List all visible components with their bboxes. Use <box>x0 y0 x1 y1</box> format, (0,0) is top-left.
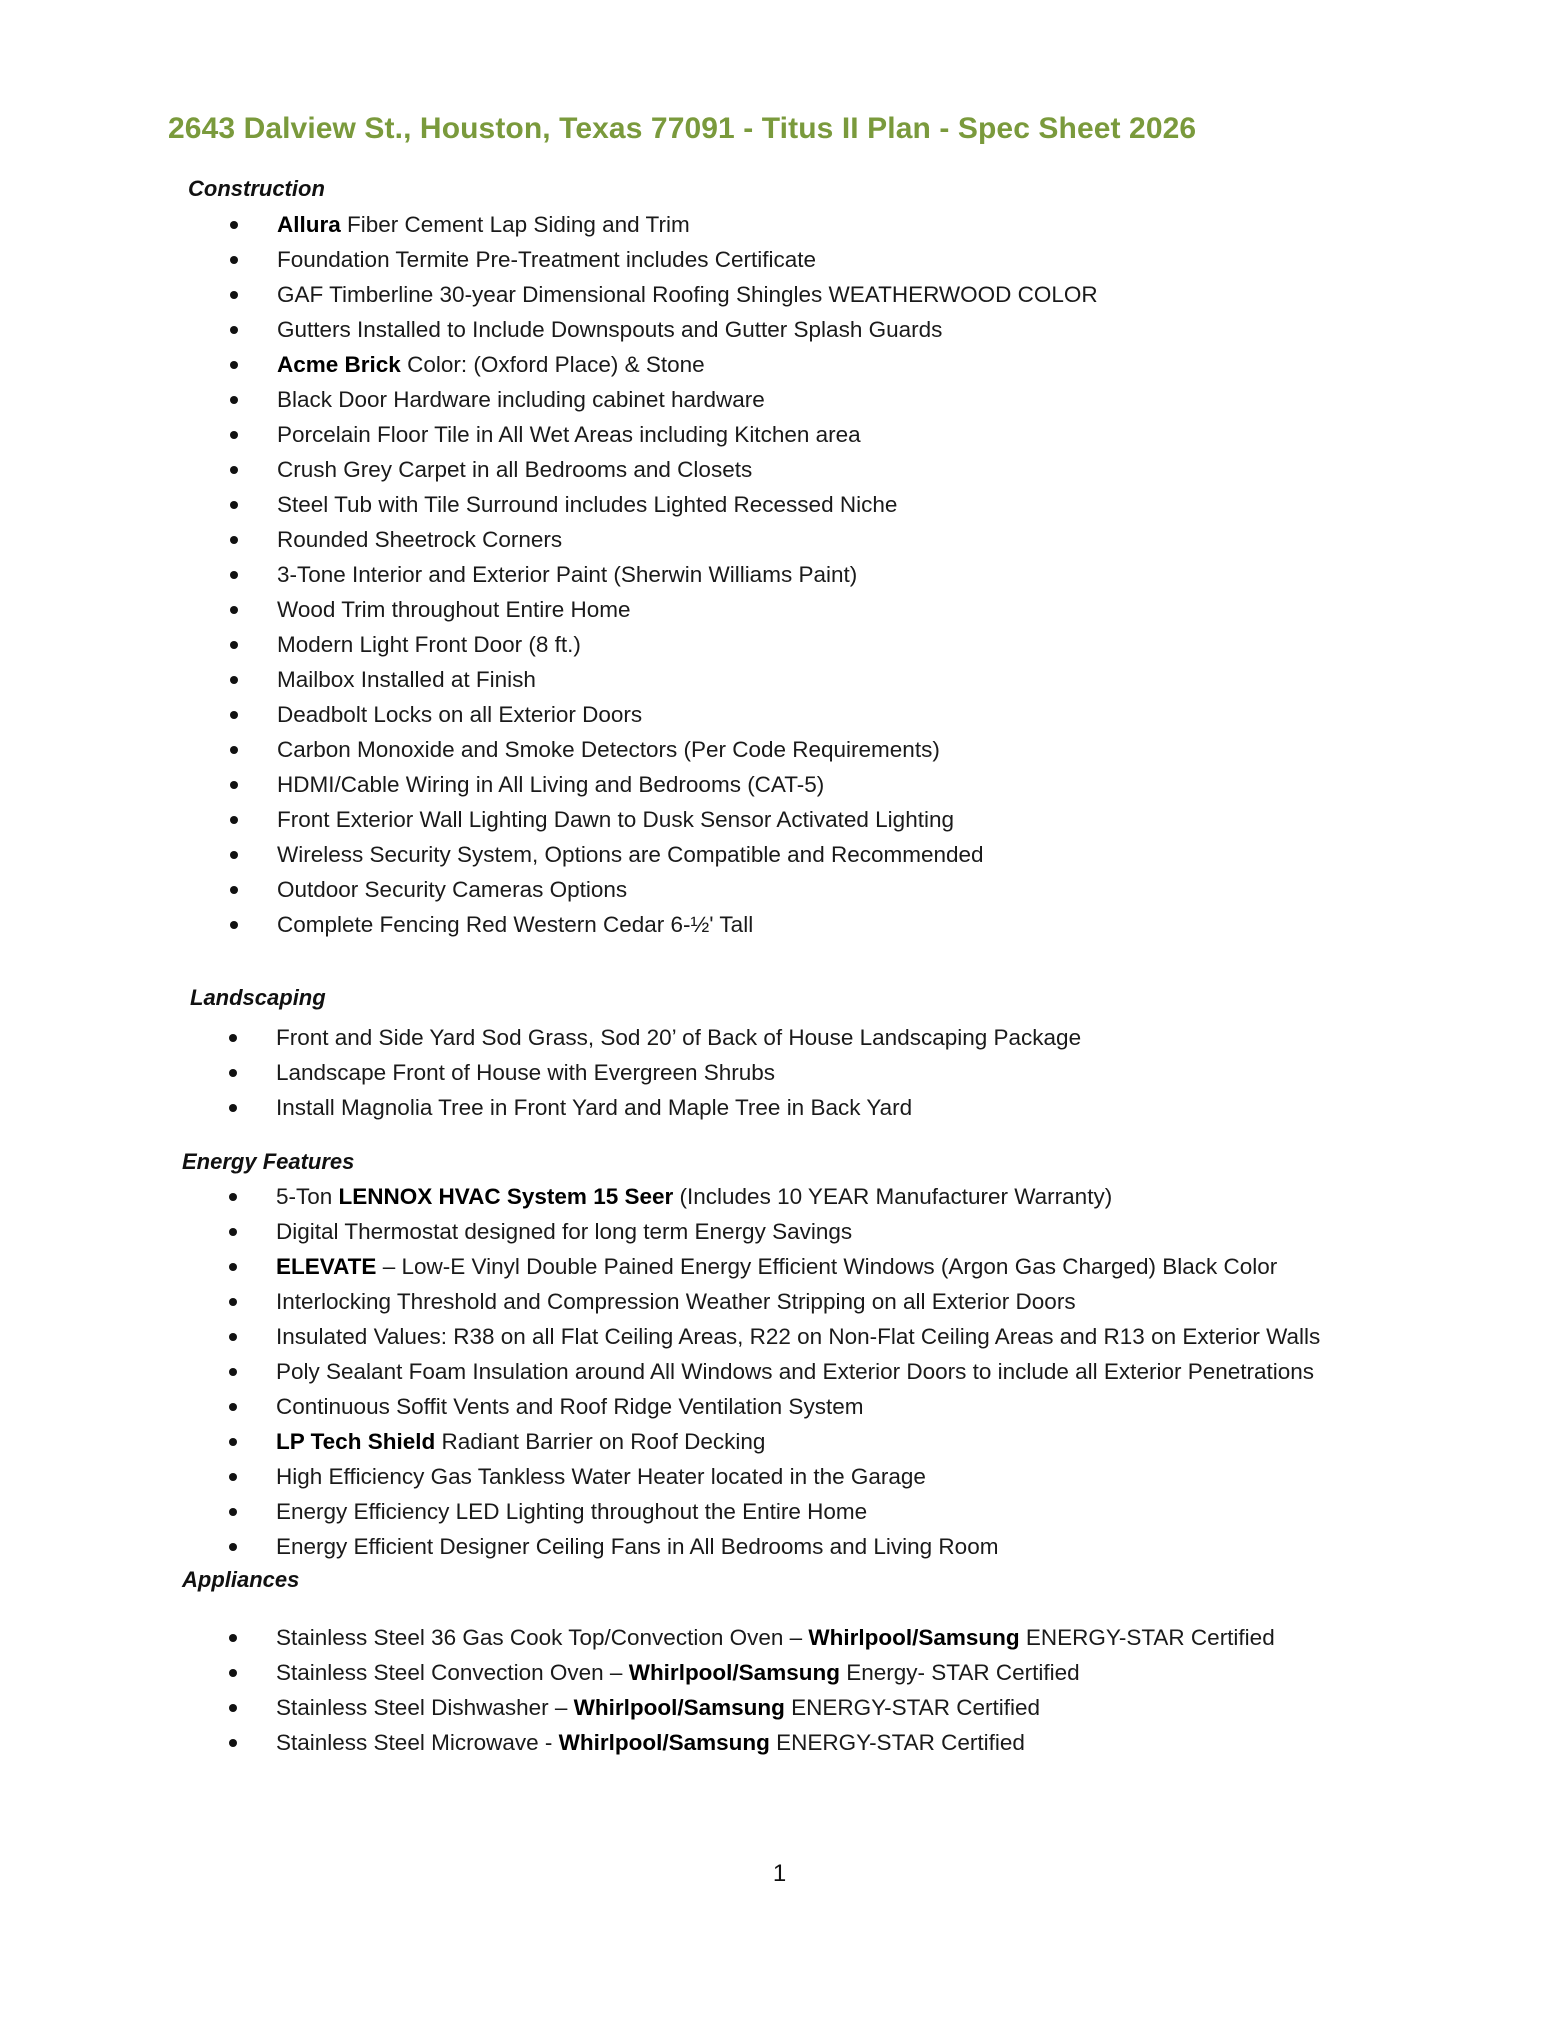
list-item-text: ENERGY-STAR Certified <box>769 1730 1025 1755</box>
list-item-text: Stainless Steel 36 Gas Cook Top/Convection Oven – <box>276 1625 809 1650</box>
bullet-icon <box>229 1263 237 1271</box>
list-item <box>230 382 1098 417</box>
list-item <box>230 312 1098 347</box>
list-item-text: HDMI/Cable Wiring in All Living and Bedrooms (CAT-5) <box>277 772 825 797</box>
list-item <box>229 1690 1275 1725</box>
list-item-text: Steel Tub with Tile Surround includes Lighted Recessed Niche <box>277 492 898 517</box>
list-item-text: Deadbolt Locks on all Exterior Doors <box>277 702 643 727</box>
list-item <box>230 557 1098 592</box>
list-item <box>229 1424 1320 1459</box>
list-item-text: Foundation Termite Pre-Treatment includes Certificate <box>277 247 816 272</box>
bullet-icon <box>229 1704 237 1712</box>
list-item <box>229 1620 1275 1655</box>
section-heading-construction: Construction <box>188 176 325 201</box>
list-item <box>229 1090 1081 1125</box>
list-item-text: Fiber Cement Lap Siding and Trim <box>340 212 690 237</box>
bullet-icon <box>229 1333 237 1341</box>
bullet-icon <box>230 886 238 894</box>
list-item-text: Front Exterior Wall Lighting Dawn to Dusk Sensor Activated Lighting <box>277 807 954 832</box>
list-item-text: Wood Trim throughout Entire Home <box>277 597 631 622</box>
list-item-text: Energy Efficient Designer Ceiling Fans in All Bedrooms and Living Room <box>276 1534 999 1559</box>
list-item <box>230 207 1098 242</box>
list-item-text: Stainless Steel Convection Oven – <box>276 1660 629 1685</box>
bullet-icon <box>230 816 238 824</box>
appliances-list <box>229 1620 1275 1760</box>
bullet-icon <box>229 1298 237 1306</box>
bullet-icon <box>230 921 238 929</box>
list-item <box>229 1655 1275 1690</box>
energy-features-list <box>229 1179 1320 1564</box>
landscaping-list <box>229 1020 1081 1125</box>
list-item-text: High Efficiency Gas Tankless Water Heater located in the Garage <box>276 1464 926 1489</box>
list-item <box>229 1020 1081 1055</box>
list-item-brand: ELEVATE <box>276 1254 377 1279</box>
list-item-text: ENERGY-STAR Certified <box>1019 1625 1275 1650</box>
list-item-text: – Low-E Vinyl Double Pained Energy Efficient Windows (Argon Gas Charged) Black Color <box>376 1254 1278 1279</box>
list-item <box>230 627 1098 662</box>
list-item <box>230 522 1098 557</box>
bullet-icon <box>229 1543 237 1551</box>
list-item-text: Energy- STAR Certified <box>839 1660 1080 1685</box>
bullet-icon <box>229 1228 237 1236</box>
list-item-text: Install Magnolia Tree in Front Yard and Maple Tree in Back Yard <box>276 1095 913 1120</box>
list-item-text: 3-Tone Interior and Exterior Paint (Sherwin Williams Paint) <box>277 562 858 587</box>
list-item-text: Digital Thermostat designed for long term Energy Savings <box>276 1219 853 1244</box>
bullet-icon <box>229 1669 237 1677</box>
bullet-icon <box>230 396 238 404</box>
list-item <box>229 1354 1320 1389</box>
bullet-icon <box>230 711 238 719</box>
list-item-text: Black Door Hardware including cabinet hardware <box>277 387 765 412</box>
bullet-icon <box>230 256 238 264</box>
bullet-icon <box>229 1104 237 1112</box>
list-item-text: Energy Efficiency LED Lighting throughout the Entire Home <box>276 1499 868 1524</box>
bullet-icon <box>230 291 238 299</box>
list-item <box>229 1055 1081 1090</box>
list-item <box>230 487 1098 522</box>
list-item <box>229 1249 1320 1284</box>
list-item <box>229 1725 1275 1760</box>
list-item <box>229 1179 1320 1214</box>
list-item-brand: Whirlpool/Samsung <box>628 1660 840 1685</box>
list-item-text: Outdoor Security Cameras Options <box>277 877 628 902</box>
list-item <box>230 417 1098 452</box>
page-title: 2643 Dalview St., Houston, Texas 77091 - Titus II Plan - Spec Sheet 2026 <box>168 112 1197 145</box>
list-item <box>230 837 1098 872</box>
list-item <box>229 1389 1320 1424</box>
bullet-icon <box>230 501 238 509</box>
list-item <box>230 802 1098 837</box>
bullet-icon <box>230 221 238 229</box>
list-item-text: Gutters Installed to Include Downspouts and Gutter Splash Guards <box>277 317 943 342</box>
list-item <box>230 767 1098 802</box>
list-item-text: Rounded Sheetrock Corners <box>277 527 563 552</box>
list-item <box>230 452 1098 487</box>
section-heading-landscaping: Landscaping <box>190 985 326 1010</box>
bullet-icon <box>230 641 238 649</box>
list-item-text: (Includes 10 YEAR Manufacturer Warranty) <box>673 1184 1113 1209</box>
list-item <box>230 907 1098 942</box>
list-item-text: Complete Fencing Red Western Cedar 6-½' Tall <box>277 912 754 937</box>
list-item-text: Poly Sealant Foam Insulation around All Windows and Exterior Doors to include all Exterior Penetrations <box>276 1359 1315 1384</box>
list-item-text: Wireless Security System, Options are Compatible and Recommended <box>277 842 984 867</box>
page-number: 1 <box>772 1860 787 1887</box>
list-item-text: Mailbox Installed at Finish <box>277 667 536 692</box>
list-item <box>229 1284 1320 1319</box>
list-item-brand: Whirlpool/Samsung <box>573 1695 785 1720</box>
list-item <box>229 1319 1320 1354</box>
bullet-icon <box>229 1508 237 1516</box>
bullet-icon <box>229 1739 237 1747</box>
list-item-text: Insulated Values: R38 on all Flat Ceiling Areas, R22 on Non-Flat Ceiling Areas and R13 on Exterior Walls <box>276 1324 1321 1349</box>
list-item <box>230 732 1098 767</box>
bullet-icon <box>229 1438 237 1446</box>
list-item-text: Modern Light Front Door (8 ft.) <box>277 632 581 657</box>
bullet-icon <box>230 536 238 544</box>
list-item-brand: Whirlpool/Samsung <box>808 1625 1020 1650</box>
list-item-text: Crush Grey Carpet in all Bedrooms and Closets <box>277 457 753 482</box>
section-heading-appliances: Appliances <box>182 1567 300 1592</box>
list-item-brand: LENNOX HVAC System 15 Seer <box>338 1184 674 1209</box>
list-item-text: Stainless Steel Dishwasher – <box>276 1695 574 1720</box>
list-item-text: Interlocking Threshold and Compression Weather Stripping on all Exterior Doors <box>276 1289 1076 1314</box>
bullet-icon <box>230 431 238 439</box>
bullet-icon <box>230 571 238 579</box>
construction-list <box>230 207 1098 942</box>
bullet-icon <box>229 1034 237 1042</box>
section-heading-energy-features: Energy Features <box>182 1149 355 1174</box>
list-item-text: Landscape Front of House with Evergreen Shrubs <box>276 1060 776 1085</box>
list-item <box>230 277 1098 312</box>
bullet-icon <box>230 466 238 474</box>
list-item-text: Stainless Steel Microwave - <box>276 1730 559 1755</box>
bullet-icon <box>229 1473 237 1481</box>
list-item <box>230 662 1098 697</box>
bullet-icon <box>230 781 238 789</box>
bullet-icon <box>230 361 238 369</box>
bullet-icon <box>229 1368 237 1376</box>
bullet-icon <box>229 1193 237 1201</box>
bullet-icon <box>230 606 238 614</box>
list-item <box>229 1459 1320 1494</box>
list-item-brand: Acme Brick <box>277 352 401 377</box>
list-item <box>230 697 1098 732</box>
list-item-text: Carbon Monoxide and Smoke Detectors (Per Code Requirements) <box>277 737 940 762</box>
list-item <box>230 592 1098 627</box>
list-item-text: Continuous Soffit Vents and Roof Ridge Ventilation System <box>276 1394 864 1419</box>
list-item-brand: Allura <box>277 212 341 237</box>
list-item-text: Front and Side Yard Sod Grass, Sod 20’ of Back of House Landscaping Package <box>276 1025 1082 1050</box>
list-item-text: 5-Ton <box>276 1184 339 1209</box>
list-item-text: Porcelain Floor Tile in All Wet Areas including Kitchen area <box>277 422 861 447</box>
bullet-icon <box>230 851 238 859</box>
bullet-icon <box>229 1403 237 1411</box>
list-item <box>230 872 1098 907</box>
bullet-icon <box>230 326 238 334</box>
list-item <box>229 1494 1320 1529</box>
list-item-brand: LP Tech Shield <box>276 1429 436 1454</box>
bullet-icon <box>229 1634 237 1642</box>
bullet-icon <box>230 676 238 684</box>
list-item-text: GAF Timberline 30-year Dimensional Roofing Shingles WEATHERWOOD COLOR <box>277 282 1098 307</box>
list-item <box>229 1214 1320 1249</box>
list-item-text: ENERGY-STAR Certified <box>784 1695 1040 1720</box>
list-item-text: Radiant Barrier on Roof Decking <box>435 1429 766 1454</box>
bullet-icon <box>229 1069 237 1077</box>
list-item <box>229 1529 1320 1564</box>
list-item-brand: Whirlpool/Samsung <box>558 1730 770 1755</box>
list-item <box>230 242 1098 277</box>
list-item <box>230 347 1098 382</box>
bullet-icon <box>230 746 238 754</box>
list-item-text: Color: (Oxford Place) & Stone <box>400 352 705 377</box>
